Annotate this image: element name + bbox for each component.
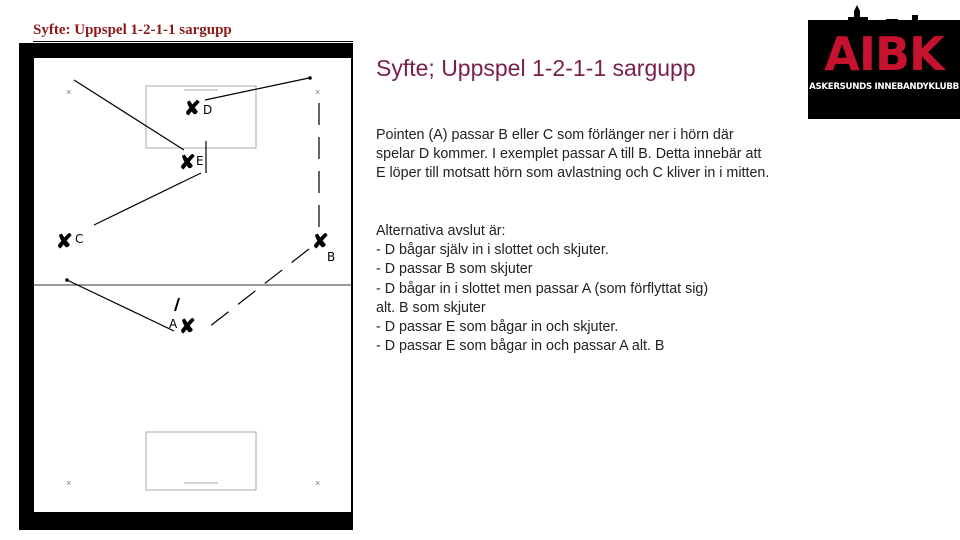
- alternative-item: - D passar E som bågar in och passar A alt. B: [376, 338, 665, 355]
- slide-title: Syfte; Uppspel 1-2-1-1 sargupp: [376, 55, 696, 81]
- player-label-b: B: [327, 250, 336, 264]
- logo-subtitle: ASKERSUNDS INNEBANDYKLUBB: [809, 82, 959, 92]
- slide-header-title: Syfte: Uppspel 1-2-1-1 sargupp: [33, 22, 353, 42]
- player-label-d: D: [203, 103, 213, 117]
- alternative-item: - D passar B som skjuter: [376, 261, 533, 278]
- rink-svg: [19, 43, 353, 530]
- club-logo: [808, 3, 960, 119]
- player-marker-icon: ✘: [179, 316, 196, 338]
- faceoff-mark: ×: [66, 478, 72, 488]
- alternative-item: - D bågar själv in i slottet och skjuter.: [376, 242, 609, 259]
- player-marker-icon: ✘: [56, 231, 73, 253]
- alternative-item: - D bågar in i slottet men passar A (som förflyttat sig): [376, 280, 709, 297]
- player-label-e: E: [196, 154, 204, 168]
- player-marker-icon: ✘: [179, 152, 196, 174]
- alternative-item: alt. B som skjuter: [376, 299, 486, 316]
- slide-description: Pointen (A) passar B eller C som förlänger ner i hörn där spelar D kommer. I exemplet passar A till B. Detta innebär att E löper till motsatt hörn som avlastning och C kliver in i mitten.: [376, 127, 770, 181]
- faceoff-mark: ×: [66, 87, 72, 97]
- player-label-a: A: [169, 317, 178, 331]
- faceoff-mark: ×: [315, 87, 321, 97]
- rink-diagram: [19, 43, 353, 530]
- faceoff-mark: ×: [315, 478, 321, 488]
- path-end-dot: [65, 278, 69, 282]
- player-label-c: C: [75, 232, 84, 246]
- logo-wordmark: AIBK: [824, 27, 944, 81]
- path-end-dot: [308, 76, 312, 80]
- alternatives-heading: Alternativa avslut är:: [376, 223, 506, 239]
- alternative-item: - D passar E som bågar in och skjuter.: [376, 319, 619, 336]
- player-marker-icon: ✘: [312, 231, 329, 253]
- alternatives-list: [376, 222, 771, 356]
- player-marker-icon: ✘: [184, 98, 201, 120]
